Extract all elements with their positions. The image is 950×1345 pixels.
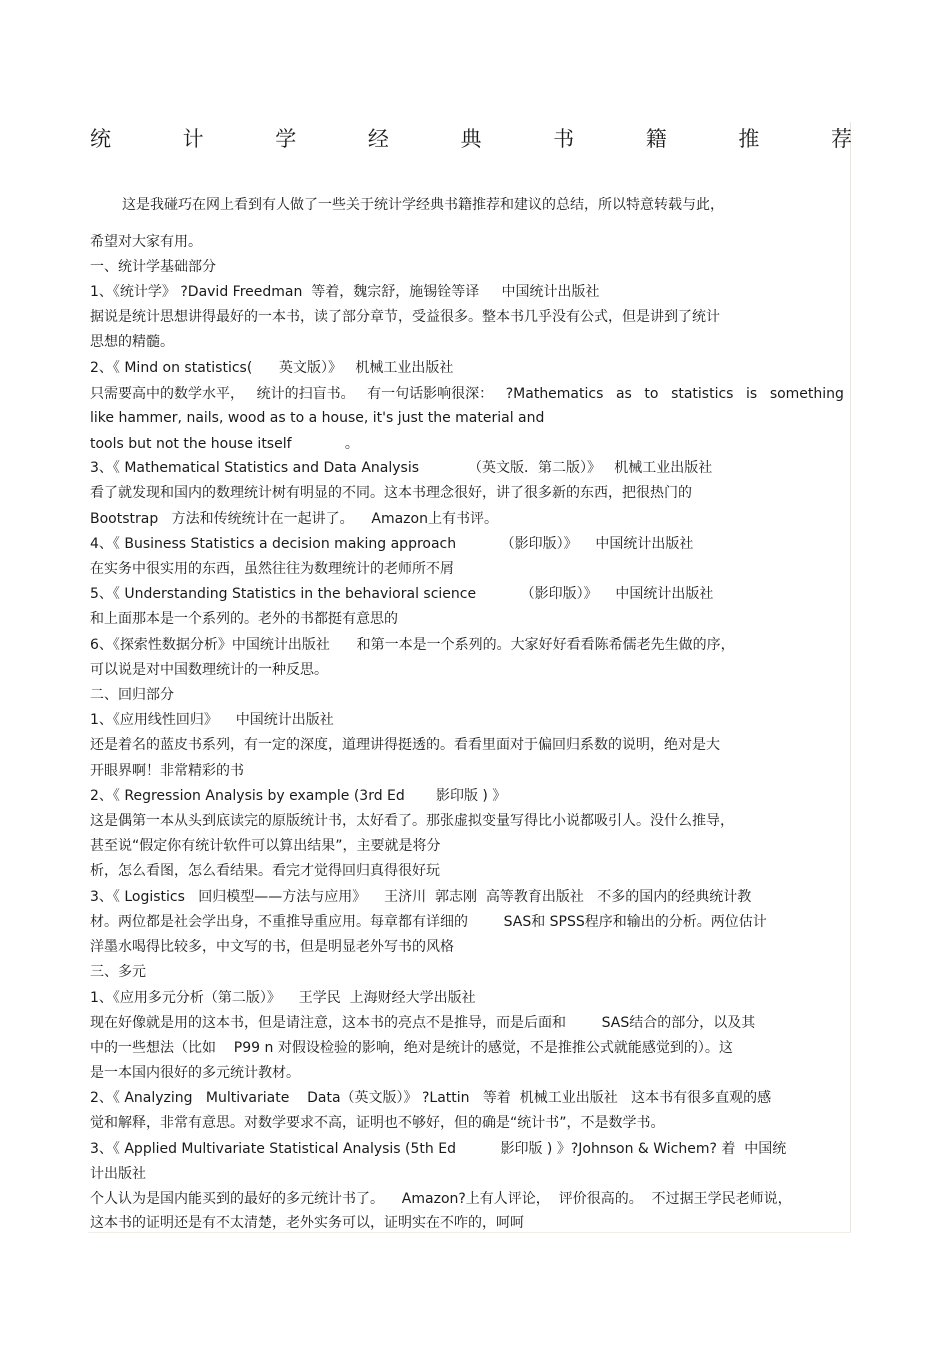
- title-char: 统: [90, 127, 111, 151]
- page-title: [90, 124, 852, 152]
- text-line: 3、《 Applied Multivariate Statistical Analysis (5th Ed 影印版 ) 》?Johnson & Wichem? 着 中国统: [90, 1141, 787, 1157]
- text-line: 希望对大家有用。: [90, 234, 202, 250]
- text-line: 析，怎么看图，怎么看结果。看完才觉得回归真得很好玩: [90, 863, 440, 879]
- text-line: 在实务中很实用的东西，虽然往往为数理统计的老师所不屑: [90, 561, 454, 577]
- text-line: 这是我碰巧在网上看到有人做了一些关于统计学经典书籍推荐和建议的总结，所以特意转载与此，: [122, 197, 724, 213]
- text-line: 2、《 Analyzing Multivariate Data（英文版）》 ?Lattin 等着 机械工业出版社 这本书有很多直观的感: [90, 1090, 772, 1106]
- text-line: 2、《 Regression Analysis by example (3rd Ed 影印版 ) 》: [90, 788, 507, 804]
- title-char: 学: [275, 127, 297, 151]
- text-line: tools but not the house itself 。: [90, 436, 359, 452]
- text-line: 二、回归部分: [90, 687, 174, 703]
- text-line: 1、《应用多元分析（第二版）》 王学民 上海财经大学出版社: [90, 990, 476, 1006]
- text-fragment: 有一句话影响很深：: [367, 386, 494, 402]
- text-line: 4、《 Business Statistics a decision making approach （影印版）》 中国统计出版社: [90, 536, 694, 552]
- text-line: 思想的精髓。: [90, 334, 174, 350]
- title-char: 典: [460, 127, 482, 151]
- text-fragment: ?Mathematics: [505, 386, 604, 402]
- text-line: 一、统计学基础部分: [90, 259, 216, 275]
- text-fragment: statistics: [671, 386, 734, 402]
- text-line: 可以说是对中国数理统计的一种反思。: [90, 662, 328, 678]
- title-char: 荐: [831, 127, 852, 151]
- text-line: like hammer, nails, wood as to a house, it's just the material and: [90, 410, 545, 426]
- title-char: 经: [367, 127, 389, 151]
- text-line: 3、《 Logistics 回归模型——方法与应用》 王济川 郭志刚 高等教育出版社 不多的国内的经典统计教: [90, 889, 752, 905]
- text-line: 这本书的证明还是有不太清楚，老外实务可以，证明实在不咋的，呵呵: [90, 1215, 524, 1231]
- text-line: 觉和解释，非常有意思。对数学要求不高，证明也不够好，但的确是“统计书”，不是数学书。: [90, 1115, 665, 1131]
- text-fragment: something: [769, 386, 844, 402]
- text-line: 个人认为是国内能买到的最好的多元统计书了。 Amazon?上有人评论， 评价很高的。 不过据王学民老师说，: [90, 1191, 792, 1207]
- text-line: 甚至说“假定你有统计软件可以算出结果”，主要就是将分: [90, 838, 441, 854]
- text-line: 据说是统计思想讲得最好的一本书，读了部分章节，受益很多。整本书几乎没有公式，但是讲到了统计: [90, 309, 720, 325]
- text-line: 这是偶第一本从头到底读完的原版统计书，太好看了。那张虚拟变量写得比小说都吸引人。没什么推导，: [90, 813, 734, 829]
- text-line: 三、多元: [90, 964, 146, 980]
- title-char: 书: [553, 127, 575, 151]
- text-line: 2、《 Mind on statistics( 英文版）》 机械工业出版社: [90, 360, 454, 376]
- text-line: 5、《 Understanding Statistics in the behavioral science （影印版）》 中国统计出版社: [90, 586, 714, 602]
- text-line: 和上面那本是一个系列的。老外的书都挺有意思的: [90, 611, 398, 627]
- text-line: Bootstrap 方法和传统统计在一起讲了。 Amazon上有书评。: [90, 511, 498, 527]
- text-line: 计出版社: [90, 1166, 146, 1182]
- text-line: 6、《探索性数据分析》中国统计出版社 和第一本是一个系列的。大家好好看看陈希儒老先生做的序，: [90, 637, 735, 653]
- text-fragment: to: [644, 386, 659, 402]
- text-line: 中的一些想法（比如 P99 n 对假设检验的影响，绝对是统计的感觉，不是推推公式就能感觉到的）。这: [90, 1040, 733, 1056]
- text-line: 洋墨水喝得比较多，中文写的书，但是明显老外写书的风格: [90, 939, 454, 955]
- text-line: 现在好像就是用的这本书，但是请注意，这本书的亮点不是推导，而是后面和 SAS结合的部分，以及其: [90, 1015, 756, 1031]
- title-char: 计: [182, 127, 204, 151]
- text-fragment: as: [615, 386, 632, 402]
- text-line: 3、《 Mathematical Statistics and Data Analysis （英文版．第二版）》 机械工业出版社: [90, 460, 713, 476]
- text-line: 1、《应用线性回归》 中国统计出版社: [90, 712, 334, 728]
- text-line: 材。两位都是社会学出身，不重推导重应用。每章都有详细的 SAS和 SPSS程序和输出的分析。两位估计: [90, 914, 767, 930]
- text-fragment: 只需要高中的数学水平，: [90, 386, 244, 402]
- text-fragment: 统计的扫盲书。: [256, 386, 355, 402]
- title-char: 籍: [645, 127, 667, 151]
- text-line: [90, 385, 844, 403]
- text-line: 还是着名的蓝皮书系列，有一定的深度，道理讲得挺透的。看看里面对于偏回归系数的说明，绝对是大: [90, 737, 720, 753]
- text-line: 开眼界啊！非常精彩的书: [90, 763, 244, 779]
- title-char: 推: [738, 127, 760, 151]
- text-line: 是一本国内很好的多元统计教材。: [90, 1065, 300, 1081]
- text-line: 看了就发现和国内的数理统计树有明显的不同。这本书理念很好，讲了很多新的东西，把很热门的: [90, 485, 692, 501]
- text-line: 1、《统计学》 ?David Freedman 等着，魏宗舒，施锡铨等译 中国统计出版社: [90, 284, 600, 300]
- text-fragment: is: [746, 386, 758, 402]
